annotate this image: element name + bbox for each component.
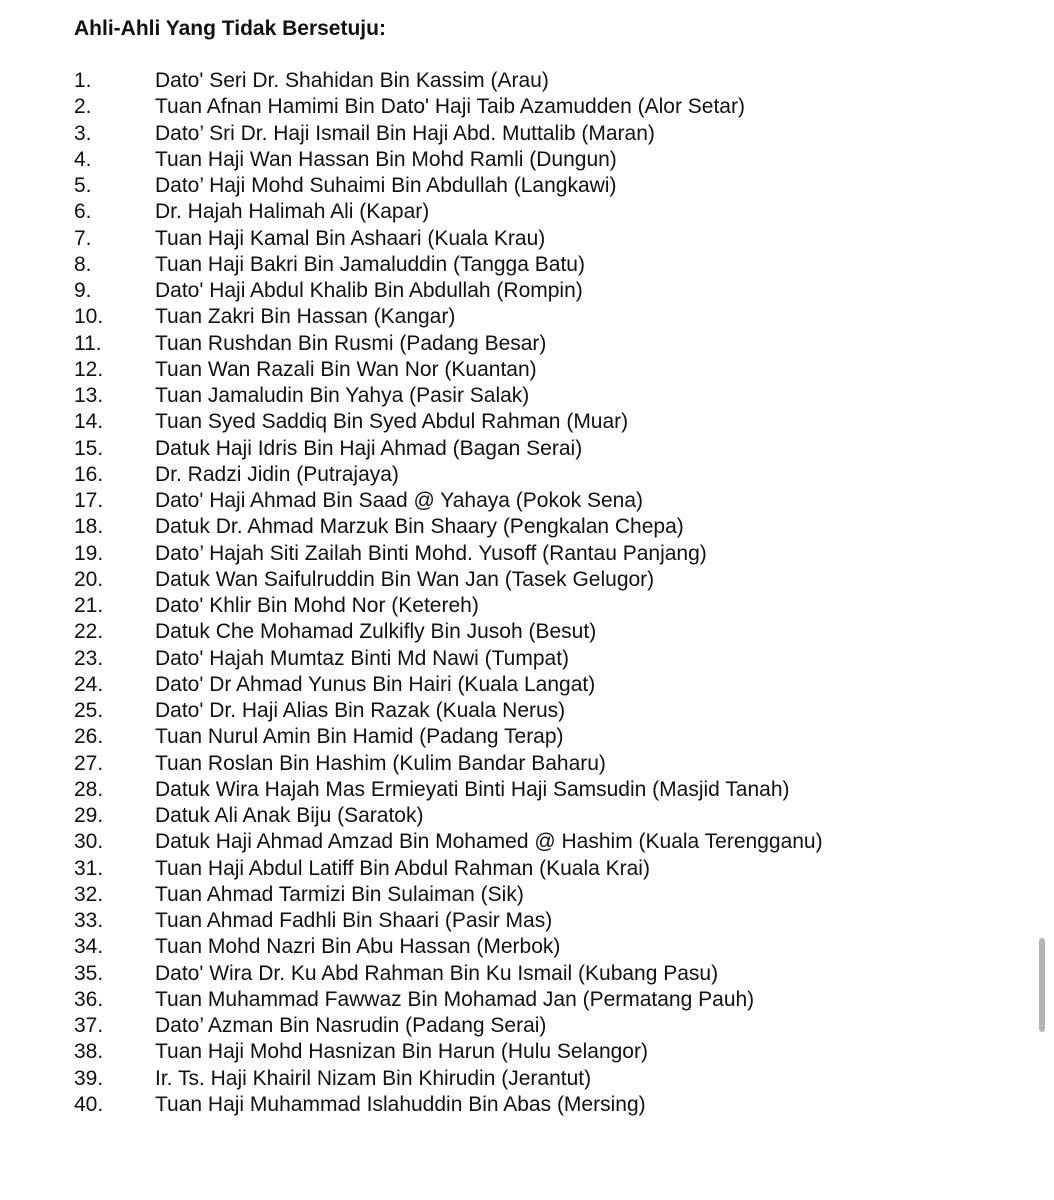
list-item-number: 12. [74,357,104,381]
list-item-member-name: Datuk Haji Idris Bin Haji Ahmad (Bagan Serai) [155,436,583,460]
list-item-number: 35. [74,961,104,985]
list-item-number: 13. [74,384,104,407]
list-item-member-name: Dato' Wira Dr. Ku Abd Rahman Bin Ku Ismail (Kubang Pasu) [155,961,719,985]
list-item-member-name: Dr. Hajah Halimah Ali (Kapar) [155,200,430,224]
list-item-number: 26. [74,725,104,749]
list-item-number: 11. [74,331,102,355]
list-item-member-name: Tuan Haji Bakri Bin Jamaluddin (Tangga Batu) [155,252,585,276]
list-item-number: 2. [74,95,92,119]
list-item-member-name: Dato’ Azman Bin Nasrudin (Padang Serai) [155,1014,547,1037]
list-item-member-name: Tuan Haji Mohd Hasnizan Bin Harun (Hulu Selangor) [155,1040,648,1064]
list-item-number: 7. [74,226,92,250]
list-item-member-name: Datuk Wira Hajah Mas Ermieyati Binti Haji Samsudin (Masjid Tanah) [155,777,790,801]
list-item-member-name: Datuk Dr. Ahmad Marzuk Bin Shaary (Pengkalan Chepa) [155,515,684,539]
list-item-member-name: Tuan Ahmad Fadhli Bin Shaari (Pasir Mas) [155,909,553,932]
list-item-number: 17. [74,489,104,512]
list-item-member-name: Tuan Zakri Bin Hassan (Kangar) [155,305,456,329]
list-item-number: 28. [74,777,104,801]
list-item-number: 22. [74,620,104,644]
list-item-member-name: Tuan Wan Razali Bin Wan Nor (Kuantan) [155,357,537,381]
list-item-number: 21. [74,594,104,617]
list-item-member-name: Datuk Che Mohamad Zulkifly Bin Jusoh (Besut) [155,620,597,644]
list-item-number: 33. [74,909,104,932]
list-item-number: 39. [74,1066,104,1090]
list-item-member-name: Dato' Dr Ahmad Yunus Bin Hairi (Kuala Langat) [155,672,596,696]
list-item-member-name: Tuan Ahmad Tarmizi Bin Sulaiman (Sik) [155,882,524,906]
list-item-member-name: Datuk Wan Saifulruddin Bin Wan Jan (Tasek Gelugor) [155,567,655,591]
list-item-number: 14. [74,410,104,434]
list-item-member-name: Datuk Ali Anak Biju (Saratok) [155,804,424,827]
list-item-member-name: Dato’ Hajah Siti Zailah Binti Mohd. Yusoff (Rantau Panjang) [155,541,707,565]
list-item-member-name: Tuan Roslan Bin Hashim (Kulim Bandar Baharu) [155,751,606,775]
list-item-member-name: Tuan Haji Wan Hassan Bin Mohd Ramli (Dungun) [155,147,617,171]
list-item-member-name: Dato’ Sri Dr. Haji Ismail Bin Haji Abd. Muttalib (Maran) [155,121,655,145]
list-item-member-name: Dato’ Haji Mohd Suhaimi Bin Abdullah (Langkawi) [155,174,617,197]
list-item-member-name: Datuk Haji Ahmad Amzad Bin Mohamed @ Hashim (Kuala Terengganu) [155,830,823,854]
list-item-number: 27. [74,751,104,775]
list-item-member-name: Dato' Dr. Haji Alias Bin Razak (Kuala Nerus) [155,699,566,722]
list-item-member-name: Tuan Muhammad Fawwaz Bin Mohamad Jan (Permatang Pauh) [155,987,755,1011]
list-item-number: 23. [74,646,104,670]
list-item-number: 18. [74,515,104,539]
list-item-number: 9. [74,279,92,302]
list-item-member-name: Dato' Haji Ahmad Bin Saad @ Yahaya (Pokok Sena) [155,489,643,512]
list-item-number: 32. [74,882,104,906]
document-heading: Ahli-Ahli Yang Tidak Bersetuju: [74,17,386,40]
list-item-member-name: Tuan Haji Abdul Latiff Bin Abdul Rahman (Kuala Krai) [155,856,650,880]
list-item-member-name: Dato' Khlir Bin Mohd Nor (Ketereh) [155,594,479,617]
list-item-number: 8. [74,252,92,276]
list-item-member-name: Tuan Rushdan Bin Rusmi (Padang Besar) [155,331,547,355]
list-item-number: 24. [74,672,104,696]
list-item-member-name: Tuan Jamaludin Bin Yahya (Pasir Salak) [155,384,530,407]
list-item-number: 16. [74,462,104,486]
list-item-number: 31. [74,856,104,880]
list-item-number: 20. [74,567,104,591]
list-item-number: 10. [74,305,104,329]
list-item-member-name: Ir. Ts. Haji Khairil Nizam Bin Khirudin (Jerantut) [155,1066,592,1090]
list-item-number: 1. [74,69,92,92]
list-item-number: 5. [74,174,92,197]
list-item-member-name: Dato' Seri Dr. Shahidan Bin Kassim (Arau) [155,69,549,92]
list-item-member-name: Tuan Haji Kamal Bin Ashaari (Kuala Krau) [155,226,546,250]
vertical-scrollbar[interactable] [1039,938,1045,1032]
list-item-number: 25. [74,699,104,722]
list-item-member-name: Dato' Haji Abdul Khalib Bin Abdullah (Rompin) [155,279,583,302]
list-item-number: 37. [74,1014,104,1037]
list-item-number: 3. [74,121,92,145]
list-item-number: 36. [74,987,104,1011]
list-item-member-name: Tuan Haji Muhammad Islahuddin Bin Abas (Mersing) [155,1092,646,1116]
list-item-member-name: Tuan Mohd Nazri Bin Abu Hassan (Merbok) [155,935,561,959]
list-item-number: 29. [74,804,104,827]
list-item-member-name: Dr. Radzi Jidin (Putrajaya) [155,462,399,486]
list-item-number: 19. [74,541,104,565]
list-item-number: 40. [74,1092,104,1116]
list-item-member-name: Tuan Nurul Amin Bin Hamid (Padang Terap) [155,725,564,749]
list-item-number: 38. [74,1040,104,1064]
list-item-number: 34. [74,935,104,959]
list-item-member-name: Tuan Syed Saddiq Bin Syed Abdul Rahman (Muar) [155,410,629,434]
list-item-number: 4. [74,147,92,171]
list-item-number: 6. [74,200,92,224]
list-item-member-name: Dato' Hajah Mumtaz Binti Md Nawi (Tumpat) [155,646,570,670]
list-item-number: 15. [74,436,104,460]
list-item-number: 30. [74,830,104,854]
list-item-member-name: Tuan Afnan Hamimi Bin Dato' Haji Taib Azamudden (Alor Setar) [155,95,745,119]
